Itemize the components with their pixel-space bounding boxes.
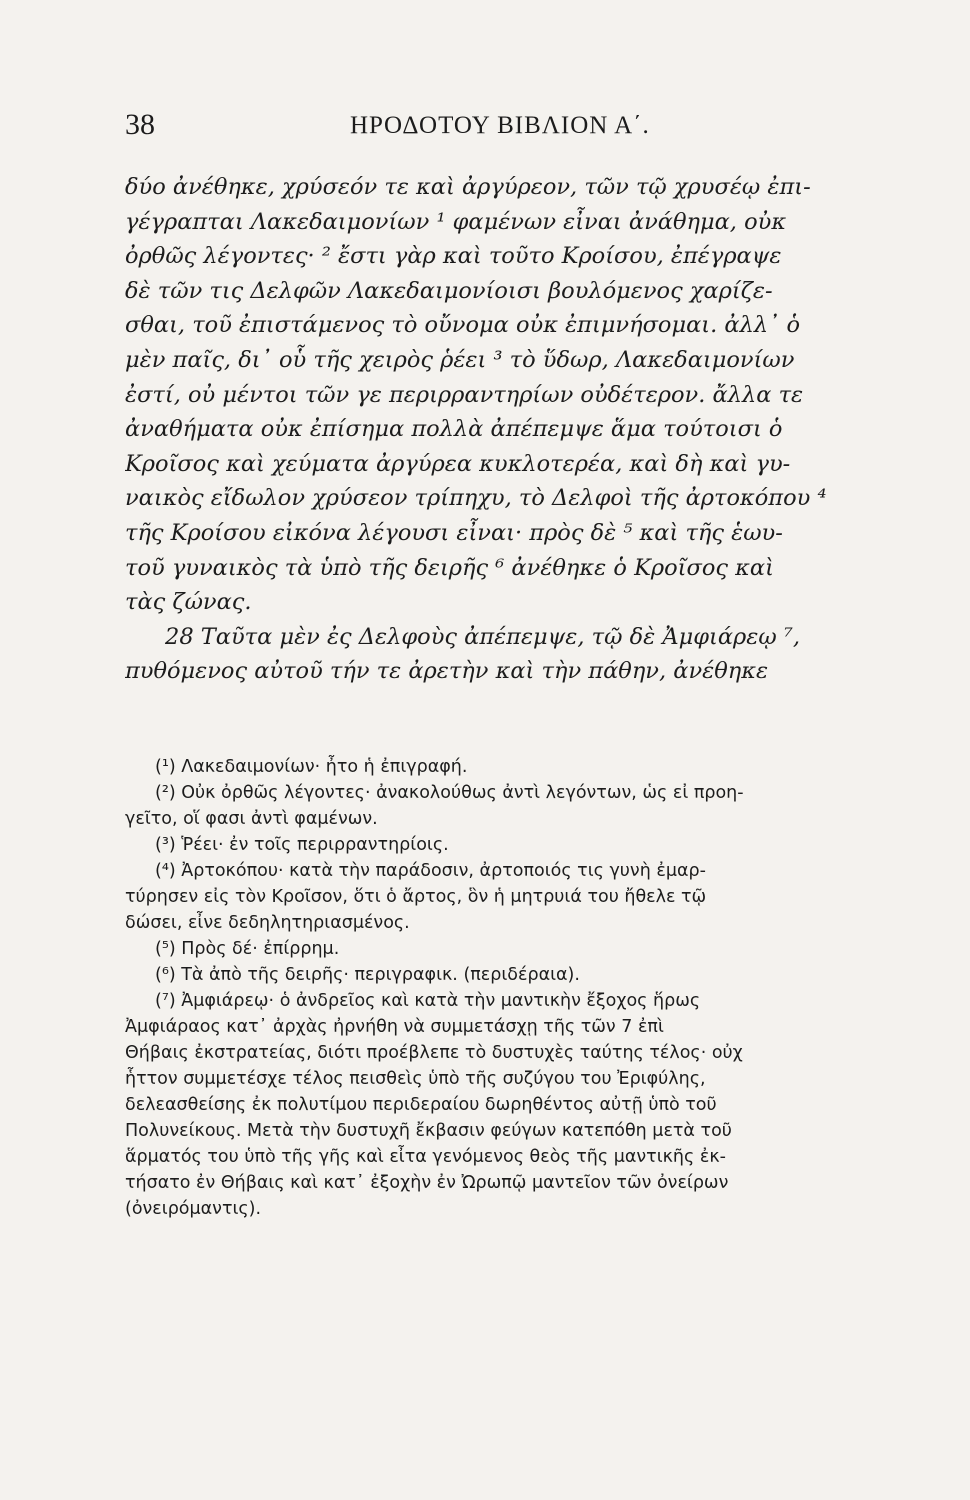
footnote-line: (ὀνειρόμαντις). [125,1199,262,1219]
footnote-6: (⁶) Τὰ ἀπὸ τῆς δειρῆς· περιγραφικ. (περιδέραια). [155,965,580,985]
text-line: τὰς ζώνας. [125,589,252,616]
footnote-line: δελεασθείσης ἐκ πολυτίμου περιδεραίου δωρηθέντος αὐτῇ ὑπὸ τοῦ [125,1095,717,1115]
footnote-line: τύρησεν εἰς τὸν Κροῖσον, ὅτι ὁ ἄρτος, ὃν ἡ μητρυιά του ἤθελε τῷ [125,887,707,907]
running-head [125,108,945,144]
footnote-line: Ἀμφιάραος κατ᾽ ἀρχὰς ἠρνήθη νὰ συμμετάσχῃ τῆς τῶν 7 ἐπὶ [125,1017,664,1037]
footnote-3: (³) Ῥέει· ἐν τοῖς περιρραντηρίοις. [155,835,449,855]
footnote-2: (²) Οὐκ ὀρθῶς λέγοντες· ἀνακολούθως ἀντὶ λεγόντων, ὡς εἰ προη- [155,783,744,803]
footnote-line: τήσατο ἐν Θήβαις καὶ κατ᾽ ἐξοχὴν ἐν Ὠρωπῷ μαντεῖον τῶν ὀνείρων [125,1173,729,1193]
text-line: ἀναθήματα οὐκ ἐπίσημα πολλὰ ἀπέπεμψε ἅμα τούτοισι ὁ [125,416,783,443]
text-line: δὲ τῶν τις Δελφῶν Λακεδαιμονίοισι βουλόμενος χαρίζε- [125,277,773,304]
section-28-start: 28 Ταῦτα μὲν ἐς Δελφοὺς ἀπέπεμψε, τῷ δὲ Ἀμφιάρεῳ ⁷, [165,623,801,650]
footnote-5: (⁵) Πρὸς δέ· ἐπίρρημ. [155,939,340,959]
text-line: ναικὸς εἴδωλον χρύσεον τρίπηχυ, τὸ Δελφοὶ τῆς ἀρτοκόπου ⁴ [125,485,827,512]
text-line: γέγραπται Λακεδαιμονίων ¹ φαμένων εἶναι ἀνάθημα, οὐκ [125,208,787,235]
footnote-line: ἧττον συμμετέσχε τέλος πεισθεὶς ὑπὸ τῆς συζύγου του Ἐριφύλης, [125,1069,706,1089]
footnote-4: (⁴) Ἀρτοκόπου· κατὰ τὴν παράδοσιν, ἀρτοποιός τις γυνὴ ἐμαρ- [155,861,706,881]
footnotes [125,754,945,1222]
footnote-line: Θήβαις ἐκστρατείας, διότι προέβλεπε τὸ δυστυχὲς ταύτης τέλος· οὐχ [125,1043,743,1063]
footnote-1: (¹) Λακεδαιμονίων· ἦτο ἡ ἐπιγραφή. [155,757,468,777]
text-line: μὲν παῖς, δι᾽ οὗ τῆς χειρὸς ῥέει ³ τὸ ὕδωρ, Λακεδαιμονίων [125,346,795,373]
footnote-line: δώσει, εἶνε δεδηλητηριασμένος. [125,913,410,933]
text-line: Κροῖσος καὶ χεύματα ἀργύρεα κυκλοτερέα, καὶ δὴ καὶ γυ- [125,450,791,477]
text-line: σθαι, τοῦ ἐπιστάμενος τὸ οὔνομα οὐκ ἐπιμνήσομαι. ἀλλ᾽ ὁ [125,312,801,339]
text-line: τοῦ γυναικὸς τὰ ὑπὸ τῆς δειρῆς ⁶ ἀνέθηκε ὁ Κροῖσος καὶ [125,554,774,581]
footnote-line: Πολυνείκους. Μετὰ τὴν δυστυχῆ ἔκβασιν φεύγων κατεπόθη μετὰ τοῦ [125,1121,732,1141]
footnote-7: (⁷) Ἀμφιάρεῳ· ὁ ἀνδρεῖος καὶ κατὰ τὴν μαντικὴν ἔξοχος ἥρως [155,991,701,1011]
text-line: τῆς Κροίσου εἰκόνα λέγουσι εἶναι· πρὸς δὲ ⁵ καὶ τῆς ἑωυ- [125,519,783,546]
text-line: ὀρθῶς λέγοντες· ² ἔστι γὰρ καὶ τοῦτο Κροίσου, ἐπέγραψε [125,243,782,270]
footnote-line: γεῖτο, οἵ φασι ἀντὶ φαμένων. [125,809,378,829]
text-line: ἐστί, οὐ μέντοι τῶν γε περιρραντηρίων οὐδέτερον. ἄλλα τε [125,381,804,408]
main-text [125,170,945,689]
text-line: δύο ἀνέθηκε, χρύσεόν τε καὶ ἀργύρεον, τῶν τῷ χρυσέῳ ἐπι- [125,174,811,200]
text-line: πυθόμενος αὐτοῦ τήν τε ἀρετὴν καὶ τὴν πάθην, ἀνέθηκε [125,658,769,685]
running-title: ΗΡΟΔΟΤΟΥ ΒΙΒΛΙΟΝ Α΄. [350,112,650,139]
footnote-line: ἅρματός του ὑπὸ τῆς γῆς καὶ εἶτα γενόμενος θεὸς τῆς μαντικῆς ἐκ- [125,1147,726,1167]
page-number: 38 [125,108,155,141]
